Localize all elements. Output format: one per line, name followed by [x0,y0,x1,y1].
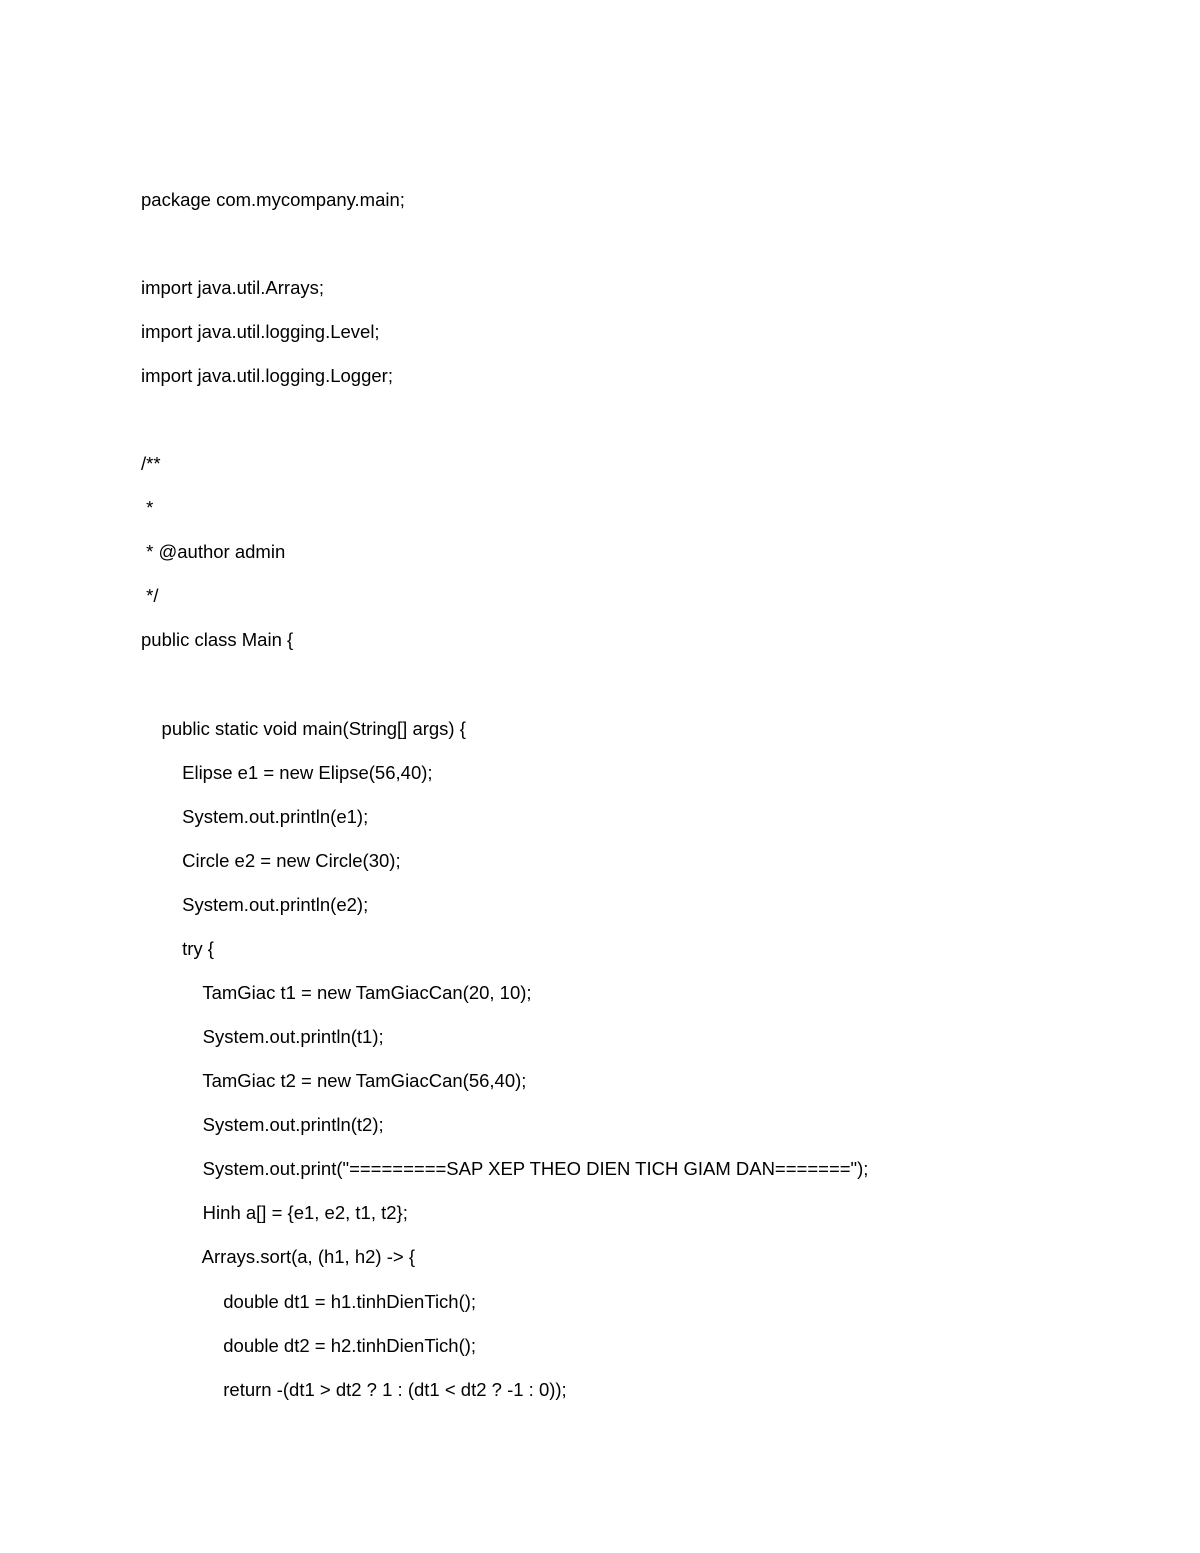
code-line-comment-author: * @author admin [141,541,286,562]
code-line-print-t1: System.out.println(t1); [141,1026,384,1047]
code-line-try: try { [141,938,214,959]
code-line-hinh-array: Hinh a[] = {e1, e2, t1, t2}; [141,1202,408,1223]
code-line-dt2: double dt2 = h2.tinhDienTich(); [141,1335,477,1356]
code-line-import-logger: import java.util.logging.Logger; [141,365,393,386]
code-line-comment-close: */ [141,585,159,606]
code-line-main-method: public static void main(String[] args) { [141,718,466,739]
code-line-arrays-sort: Arrays.sort(a, (h1, h2) -> { [141,1246,415,1267]
code-line-import-arrays: import java.util.Arrays; [141,277,324,298]
code-line-circle-new: Circle e2 = new Circle(30); [141,850,401,871]
code-line-tamgiac-t1: TamGiac t1 = new TamGiacCan(20, 10); [141,982,532,1003]
code-line-return: return -(dt1 > dt2 ? 1 : (dt1 < dt2 ? -1 : 0)); [141,1379,567,1400]
code-line-print-e2: System.out.println(e2); [141,894,369,915]
code-line-print-t2: System.out.println(t2); [141,1114,384,1135]
code-line-print-e1: System.out.println(e1); [141,806,369,827]
code-line-dt1: double dt1 = h1.tinhDienTich(); [141,1291,477,1312]
code-line-class-decl: public class Main { [141,629,294,650]
code-line-comment-star: * [141,497,154,518]
code-line-package: package com.mycompany.main; [141,189,405,210]
code-line-tamgiac-t2: TamGiac t2 = new TamGiacCan(56,40); [141,1070,527,1091]
code-line-print-header: System.out.print("=========SAP XEP THEO DIEN TICH GIAM DAN======="); [141,1158,869,1179]
code-line-comment-open: /** [141,453,161,474]
code-line-elipse-new: Elipse e1 = new Elipse(56,40); [141,762,433,783]
code-line-import-level: import java.util.logging.Level; [141,321,380,342]
